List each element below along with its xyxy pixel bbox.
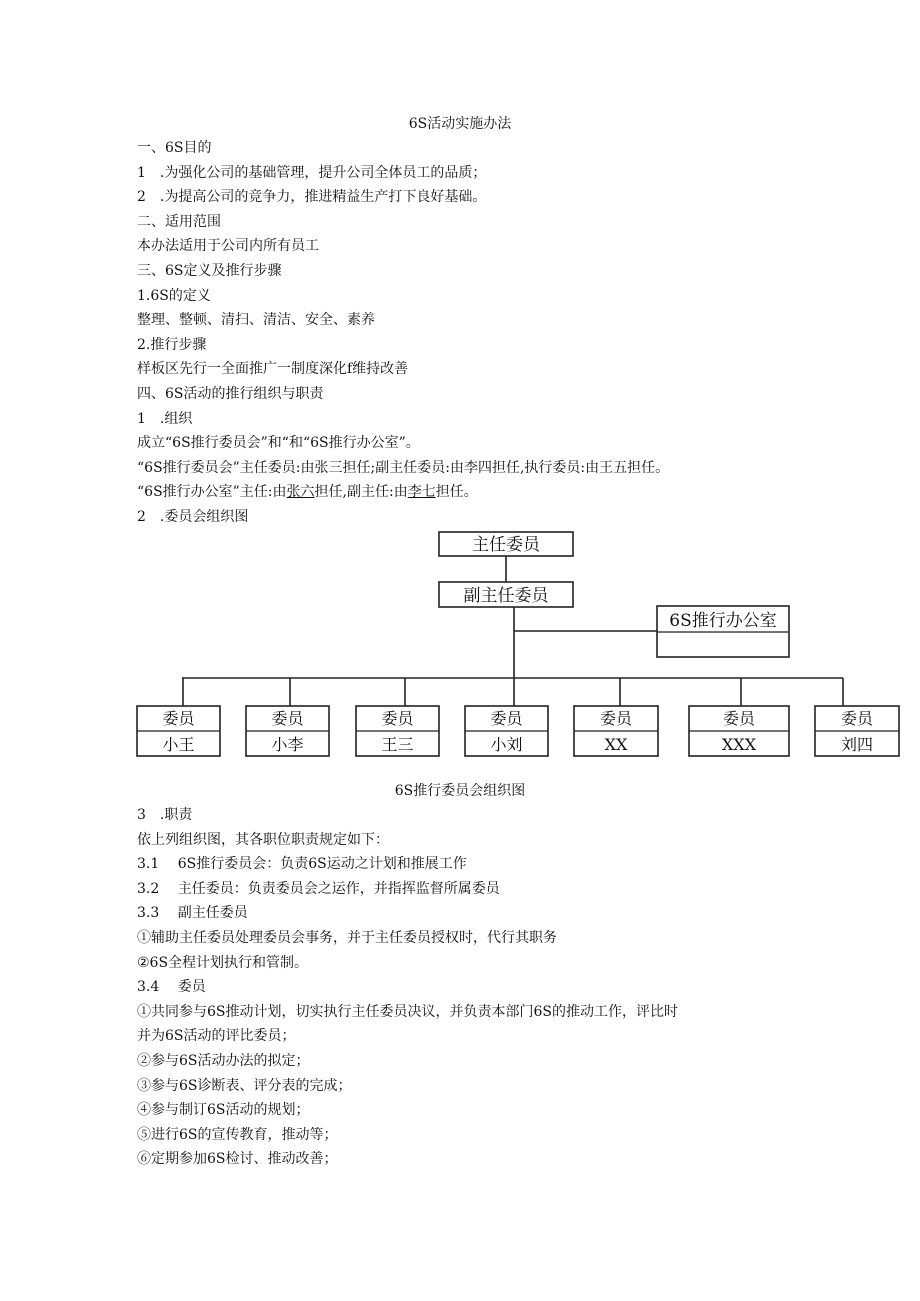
text-line: 样板区先行一全面推广一制度深化f维持改善 bbox=[137, 361, 409, 378]
office-box bbox=[657, 606, 789, 657]
chart-heading: 2 .委员会组织图 bbox=[137, 508, 249, 525]
text-line: 3.1 6S推行委员会：负责6S运动之计划和推展工作 bbox=[137, 856, 467, 873]
member-box bbox=[246, 706, 329, 756]
text-line: 并为6S活动的评比委员； bbox=[137, 1028, 296, 1045]
office-line-text: 担任。 bbox=[435, 484, 478, 501]
office-director-name: 张六 bbox=[286, 484, 315, 501]
text-line: 一、6S目的 bbox=[137, 140, 212, 156]
text-line: 2 .为提高公司的竞争力，推进精益生产打下良好基础。 bbox=[137, 189, 487, 206]
text-line: 1 .组织 bbox=[137, 410, 193, 427]
member-name: 小李 bbox=[271, 735, 304, 754]
text-line: 本办法适用于公司内所有员工 bbox=[137, 238, 319, 255]
text-line: 2.推行步骤 bbox=[137, 336, 207, 353]
member-name: XX bbox=[604, 735, 628, 754]
office-line-text: “6S推行办公室”主任:由 bbox=[137, 484, 287, 501]
document-title: 6S活动实施办法 bbox=[408, 116, 512, 132]
director-box bbox=[439, 532, 573, 556]
member-name: 小刘 bbox=[490, 735, 523, 754]
director-label: 主任委员 bbox=[472, 535, 540, 555]
member-name: 刘四 bbox=[840, 735, 874, 754]
office-vice-director-name: 李七 bbox=[407, 484, 436, 501]
member-role: 委员 bbox=[490, 709, 523, 728]
member-box bbox=[574, 706, 658, 756]
vice-director-label: 副主任委员 bbox=[463, 586, 549, 606]
section-duties bbox=[137, 803, 837, 1172]
text-line: ③参与6S诊断表、评分表的完成； bbox=[137, 1077, 352, 1094]
member-role: 委员 bbox=[271, 709, 304, 728]
text-line: 3.3 副主任委员 bbox=[137, 905, 248, 922]
text-line: ②6S全程计划执行和管制。 bbox=[137, 954, 309, 971]
text-line: 3 .职责 bbox=[137, 807, 193, 823]
member-role: 委员 bbox=[162, 709, 195, 728]
section-intro bbox=[137, 136, 837, 530]
text-line: 成立“6S推行委员会”和“和“6S推行办公室”。 bbox=[137, 435, 420, 452]
text-line: 依上列组织图，其各职位职责规定如下： bbox=[137, 831, 389, 848]
text-line: 1.6S的定义 bbox=[137, 287, 211, 304]
text-line: ⑤进行6S的宣传教育，推动等； bbox=[137, 1126, 338, 1143]
text-line: 三、6S定义及推行步骤 bbox=[137, 262, 282, 279]
member-role: 委员 bbox=[381, 709, 414, 728]
text-line: ④参与制订6S活动的规划； bbox=[137, 1102, 310, 1119]
text-line: 3.2 主任委员：负责委员会之运作，并指挥监督所属委员 bbox=[137, 880, 500, 897]
text-line: ①共同参与6S推动计划，切实执行主任委员决议，并负责本部门6S的推动工作，评比时 bbox=[137, 1003, 678, 1020]
text-line: 四、6S活动的推行组织与职责 bbox=[137, 385, 324, 402]
text-line: ①辅助主任委员处理委员会事务，并于主任委员授权时，代行其职务 bbox=[137, 929, 557, 946]
member-role: 委员 bbox=[722, 709, 756, 728]
text-line: 整理、整顿、清扫、清洁、安全、素养 bbox=[137, 312, 375, 329]
text-line: 3.4 委员 bbox=[137, 979, 206, 996]
office-line bbox=[137, 480, 837, 505]
chart-caption: 6S推行委员会组织图 bbox=[394, 783, 526, 799]
member-role: 委员 bbox=[840, 709, 874, 728]
member-name: XXX bbox=[721, 735, 757, 754]
vice-director-box bbox=[439, 582, 573, 607]
text-line: 1 .为强化公司的基础管理，提升公司全体员工的品质； bbox=[137, 164, 487, 181]
member-name: 王三 bbox=[381, 735, 414, 754]
member-box bbox=[815, 706, 899, 756]
text-line: 二、适用范围 bbox=[137, 213, 221, 230]
member-role: 委员 bbox=[599, 709, 633, 728]
member-box bbox=[356, 706, 439, 756]
member-box bbox=[465, 706, 548, 756]
office-label: 6S推行办公室 bbox=[669, 611, 777, 631]
org-chart bbox=[0, 525, 920, 765]
member-box bbox=[689, 706, 789, 756]
text-line: ⑥定期参加6S检讨、推动改善； bbox=[137, 1151, 338, 1168]
text-line: “6S推行委员会”主任委员:由张三担任;副主任委员:由李四担任,执行委员:由王五担任。 bbox=[137, 459, 670, 476]
member-box bbox=[137, 706, 220, 756]
text-line: ②参与6S活动办法的拟定； bbox=[137, 1052, 310, 1069]
member-name: 小王 bbox=[162, 735, 195, 754]
office-line-text: 担任,副主任:由 bbox=[314, 484, 408, 501]
